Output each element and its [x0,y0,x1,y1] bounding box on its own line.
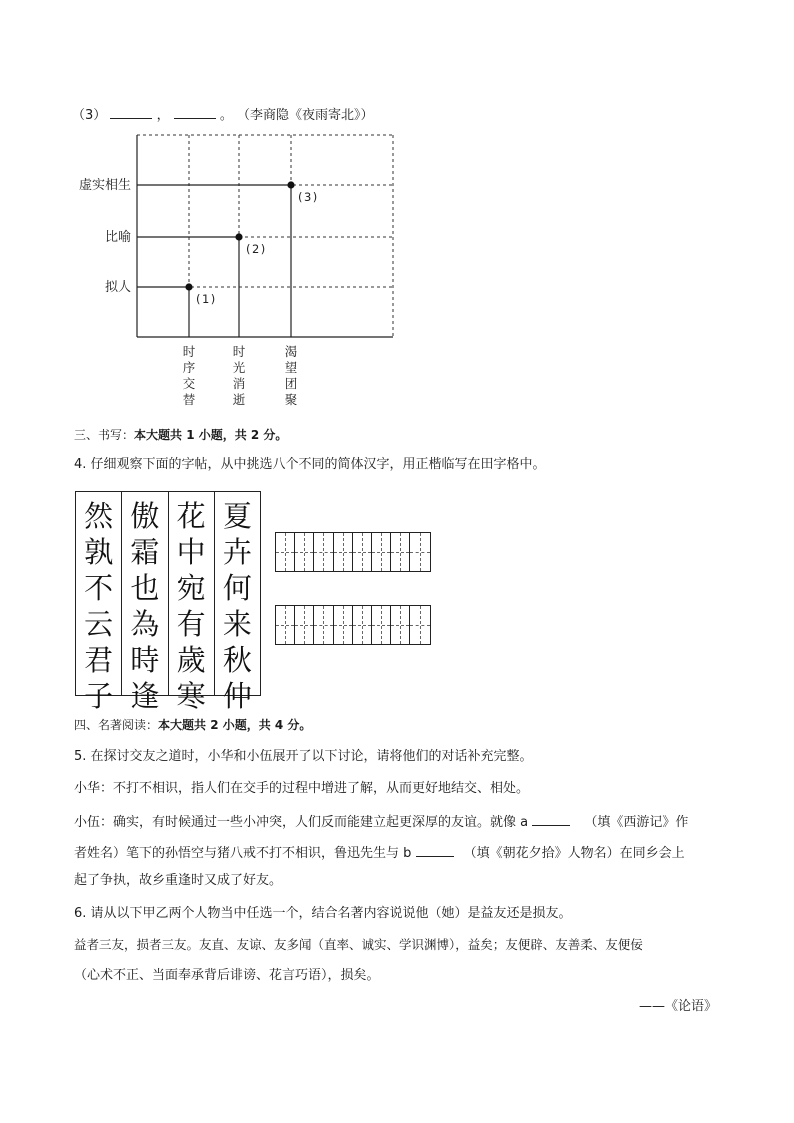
tianzige-cell[interactable] [276,606,295,644]
quote-line-1: 益者三友，损者三友。友直、友谅、友多闻（直率、诚实、学识渊博），益矣；友便辟、友善柔、友便佞 [74,937,643,952]
blank-b[interactable] [416,842,454,857]
xiaowu-text-2a: 者姓名）笔下的孙悟空与猪八戒不打不相识，鲁迅先生与 b [74,846,412,861]
point-label: (2) [246,242,267,256]
q3-number: （3） [72,108,107,123]
x-tick-char: 聚 [284,392,298,407]
point-label: (1) [196,292,217,306]
callig-column-1 [76,492,122,713]
quote-source: ——《论语》 [639,999,718,1014]
tianzige-cell[interactable] [276,533,295,571]
chart-y-labels [79,177,131,295]
callig-char: 秋 [222,643,252,677]
q4-text: 4. 仔细观察下面的字帖，从中挑选八个不同的简体汉字，用正楷临写在田字格中。 [74,457,546,472]
xiaowu-line-3: 起了争执，故乡重逢时又成了好友。 [74,873,283,888]
callig-char: 夏 [222,499,252,533]
x-tick-char: 望 [284,360,298,375]
tianzige-cell[interactable] [372,533,391,571]
quote-line-2: （心术不正、当面奉承背后诽谤、花言巧语），损矣。 [74,968,380,983]
tianzige-cell[interactable] [391,533,410,571]
tianzige-row-1[interactable] [275,532,431,572]
callig-char: 中 [176,535,206,569]
callig-char: 時 [130,643,160,677]
callig-char: 不 [84,571,114,605]
data-point [287,181,294,188]
callig-char: 云 [84,607,114,641]
q3-source: （李商隐《夜雨寄北》） [237,108,374,123]
callig-char: 有 [176,607,206,641]
xiaowu-text-1b: （填《西游记》作 [584,815,689,830]
data-point [235,233,242,240]
callig-char: 傲 [130,499,160,533]
callig-char: 来 [222,607,252,641]
callig-char: 仲 [222,679,252,713]
section3-title-b: 本大题共 1 小题，共 2 分。 [134,428,288,442]
section4-title [74,716,311,734]
q3-line [72,104,374,125]
xiaowu-text-1a: 小伍：确实，有时候通过一些小冲突，人们反而能建立起更深厚的友谊。就像 a [74,815,529,830]
q3-blank-2[interactable] [174,104,216,119]
tianzige-cell[interactable] [410,606,429,644]
callig-char: 何 [222,571,252,605]
tianzige-cell[interactable] [314,533,333,571]
x-tick-char: 光 [232,360,246,375]
q3-end: 。 [219,108,233,123]
tianzige-row-2[interactable] [275,605,431,645]
x-tick-char: 渴 [284,344,298,359]
q6-text: 6. 请从以下甲乙两个人物当中任选一个，结合名著内容说说他（她）是益友还是损友。 [74,906,572,921]
callig-char: 卉 [222,535,252,569]
tianzige-cell[interactable] [353,533,372,571]
callig-column-3 [169,492,215,713]
callig-char: 逢 [130,679,160,713]
x-tick-char: 时 [232,344,246,359]
x-tick-char: 交 [182,376,196,391]
callig-char: 子 [84,679,114,713]
blank-a[interactable] [532,811,570,826]
calligraphy-copybook [75,491,261,713]
x-tick-char: 时 [182,344,196,359]
chart-guide-lines [137,185,291,337]
callig-char: 花 [176,499,206,533]
callig-char: 孰 [84,535,114,569]
section3-title-a: 三、书写： [74,428,135,442]
tianzige-cell[interactable] [295,533,314,571]
xiaohua-line: 小华：不打不相识，指人们在交手的过程中增进了解，从而更好地结交、相处。 [74,781,530,796]
callig-char: 歲 [176,643,206,677]
section4-title-b: 本大题共 2 小题，共 4 分。 [158,718,312,732]
tianzige-cell[interactable] [334,533,353,571]
callig-column-4 [215,492,260,713]
section3-title [74,426,287,444]
x-tick-char: 序 [182,360,196,375]
data-point [185,283,192,290]
section4-title-a: 四、名著阅读： [74,718,159,732]
xiaowu-line-2 [74,842,685,863]
callig-char: 然 [84,499,114,533]
y-tick-label: 比喻 [104,230,131,245]
tianzige-cell[interactable] [353,606,372,644]
tianzige-cell[interactable] [295,606,314,644]
xiaowu-text-2b: （填《朝花夕拾》人物名）在同乡会上 [463,846,685,861]
tianzige-cell[interactable] [372,606,391,644]
chart-x-labels [183,344,298,407]
callig-char: 也 [130,571,160,605]
y-tick-label: 虚实相生 [78,178,131,193]
tianzige-cell[interactable] [391,606,410,644]
callig-char: 寒 [176,679,206,713]
rhetoric-chart [60,128,400,413]
tianzige-cell[interactable] [410,533,429,571]
x-tick-char: 团 [284,376,298,391]
x-tick-char: 消 [232,376,246,391]
tianzige-cell[interactable] [334,606,353,644]
callig-column-2 [122,492,168,713]
q3-blank-1[interactable] [110,104,152,119]
y-tick-label: 拟人 [104,280,131,295]
q5-text: 5. 在探讨交友之道时，小华和小伍展开了以下讨论，请将他们的对话补充完整。 [74,749,533,764]
callig-char: 霜 [130,535,160,569]
tianzige-cell[interactable] [314,606,333,644]
chart-grid [137,135,393,337]
xiaowu-line-1 [74,811,688,832]
callig-char: 為 [130,607,160,641]
callig-char: 宛 [176,571,206,605]
callig-char: 君 [84,643,114,677]
point-label: (3) [298,190,319,204]
q3-separator: ， [156,108,170,123]
x-tick-char: 逝 [232,392,246,407]
x-tick-char: 替 [182,392,196,407]
